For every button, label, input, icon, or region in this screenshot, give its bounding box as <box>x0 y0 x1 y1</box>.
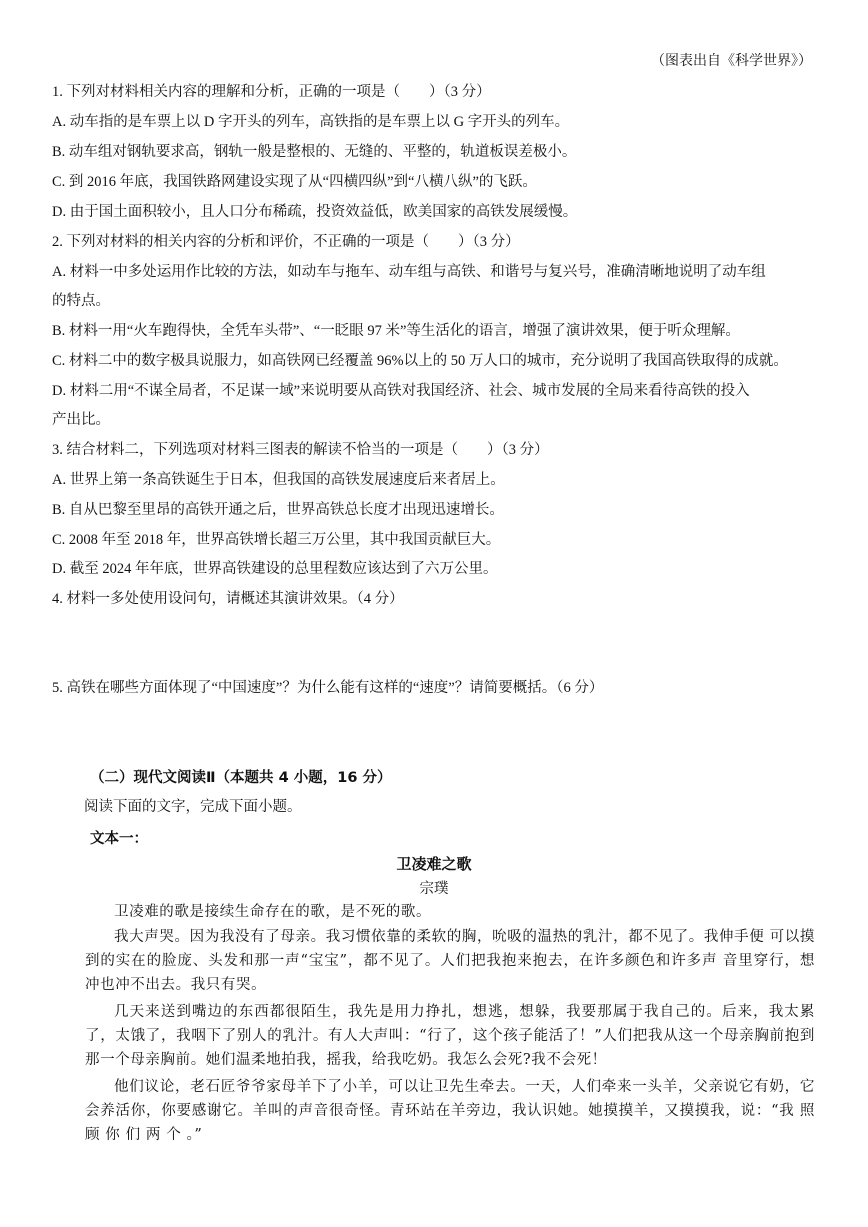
question-3-option-b: B. 自从巴黎至里昂的高铁开通之后，世界高铁总长度才出现迅速增长。 <box>52 502 504 518</box>
text-label: 文本一： <box>90 831 148 847</box>
question-2-option-d: D. 材料二用“不谋全局者，不足谋一域”来说明要从高铁对我国经济、社会、城市发展的全局来看待高铁的投入 <box>52 383 750 399</box>
question-2-stem: 2. 下列对材料的相关内容的分析和评价，不正确的一项是（ ）（3 分） <box>52 234 520 250</box>
paragraph-1: 卫凌难的歌是接续生命存在的歌，是不死的歌。 <box>114 904 432 920</box>
paragraph-3: 几天来送到嘴边的东西都很陌生，我先是用力挣扎，想逃，想躲，我要那属于我自己的。后来，我太累了，太饿了，我咽下了别人的乳汁。有人大声叫：“行了，这个孩子能活了！”人们把我从这一个母亲胸前抱到那一个母亲胸前。她们温柔地拍我，摇我，给我吃奶。我怎么会死?我不会死！ <box>85 1004 815 1068</box>
question-1-option-a: A. 动车指的是车票上以 D 字开头的列车，高铁指的是车票上以 G 字开头的列车。 <box>52 114 570 130</box>
paragraph-4: 他们议论，老石匠爷爷家母羊下了小羊，可以让卫先生牵去。一天，人们牵来一头羊，父亲说它有奶，它会养活你，你要感谢它。羊叫的声音很奇怪。青环站在羊旁边，我认识她。她摸摸羊，又摸摸我，说：“我 照 顾 你 们 两 个 。” <box>85 1079 815 1143</box>
article-title: 卫凌难之歌 <box>396 855 472 873</box>
question-2-option-a-cont: 的特点。 <box>52 293 110 309</box>
question-1-option-b: B. 动车组对钢轨要求高，钢轨一般是整根的、无缝的、平整的，轨道板误差极小。 <box>52 144 577 160</box>
question-2-option-d-cont: 产出比。 <box>52 412 110 428</box>
reading-instruction: 阅读下面的文字，完成下面小题。 <box>84 799 302 815</box>
question-1-stem: 1. 下列对材料相关内容的理解和分析，正确的一项是（ ）（3 分） <box>52 84 491 100</box>
question-4-stem: 4. 材料一多处使用设问句，请概述其演讲效果。（4 分） <box>52 591 404 607</box>
question-3-stem: 3. 结合材料二，下列选项对材料三图表的解读不恰当的一项是（ ）（3 分） <box>52 442 549 458</box>
question-3-option-c: C. 2008 年至 2018 年，世界高铁增长超三万公里，其中我国贡献巨大。 <box>52 532 501 548</box>
question-2-option-b: B. 材料一用“火车跑得快，全凭车头带”、“一眨眼 97 米”等生活化的语言，增强了演讲效果，便于听众理解。 <box>52 323 740 339</box>
question-2-option-a: A. 材料一中多处运用作比较的方法，如动车与拖车、动车组与高铁、和谐号与复兴号，准确清晰地说明了动车组 <box>52 264 766 280</box>
source-note: （图表出自《科学世界》） <box>651 53 812 69</box>
article-author: 宗璞 <box>419 881 449 897</box>
question-5-stem: 5. 高铁在哪些方面体现了“中国速度”？为什么能有这样的“速度”？请简要概括。（6 分） <box>52 680 604 696</box>
question-1-option-d: D. 由于国土面积较小，且人口分布稀疏，投资效益低，欧美国家的高铁发展缓慢。 <box>52 204 578 220</box>
question-3-option-d: D. 截至 2024 年年底，世界高铁建设的总里程数应该达到了六万公里。 <box>52 561 498 577</box>
question-3-option-a: A. 世界上第一条高铁诞生于日本，但我国的高铁发展速度后来者居上。 <box>52 472 505 488</box>
question-1-option-c: C. 到 2016 年底，我国铁路网建设实现了从“四横四纵”到“八横八纵”的飞跃。 <box>52 174 537 190</box>
question-2-option-c: C. 材料二中的数字极具说服力，如高铁网已经覆盖 96%以上的 50 万人口的城市，充分说明了我国高铁取得的成就。 <box>52 353 788 369</box>
paragraph-2: 我大声哭。因为我没有了母亲。我习惯依靠的柔软的胸，吮吸的温热的乳汁，都不见了。我伸手便 可以摸到的实在的脸庞、头发和那一声“宝宝”，都不见了。人们把我抱来抱去，在许多颜色和许多声 音里穿行，想冲也冲不出去。我只有哭。 <box>85 929 815 993</box>
section-heading: （二）现代文阅读Ⅱ（本题共 4 小题，16 分） <box>90 770 392 786</box>
